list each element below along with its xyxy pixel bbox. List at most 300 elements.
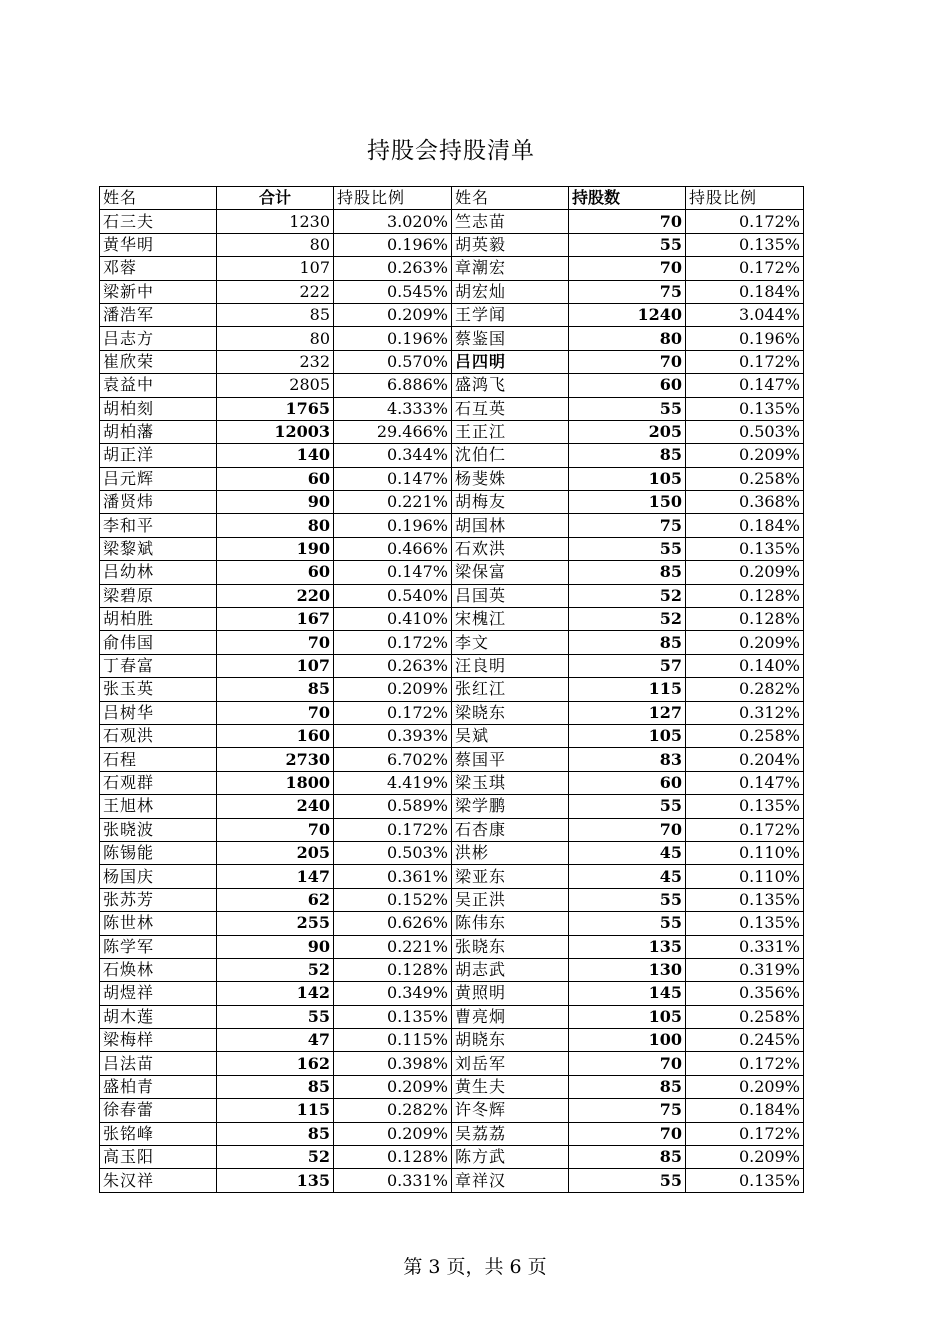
table-row [100,374,804,397]
total-cell: 107 [217,654,334,677]
header-row [100,187,804,210]
shares-cell: 85 [569,444,686,467]
name-cell-right: 曹亮炯 [452,1005,569,1028]
total-cell: 190 [217,537,334,560]
name-cell-left: 吕法苗 [100,1052,217,1075]
name-cell-right: 刘岳军 [452,1052,569,1075]
name-cell-right: 宋槐江 [452,608,569,631]
name-cell-left: 高玉阳 [100,1146,217,1169]
shares-cell: 105 [569,467,686,490]
ratio-cell-left: 0.589% [334,795,452,818]
name-cell-right: 张晓东 [452,935,569,958]
shares-cell: 70 [569,257,686,280]
total-cell: 85 [217,1122,334,1145]
table-row [100,1122,804,1145]
name-cell-right: 胡晓东 [452,1029,569,1052]
name-cell-left: 李和平 [100,514,217,537]
total-cell: 80 [217,514,334,537]
name-cell-left: 陈学军 [100,935,217,958]
ratio-cell-left: 0.172% [334,818,452,841]
table-row [100,818,804,841]
ratio-cell-left: 0.626% [334,912,452,935]
shares-cell: 1240 [569,303,686,326]
shares-cell: 105 [569,724,686,747]
ratio-cell-left: 0.152% [334,888,452,911]
ratio-cell-right: 0.147% [686,771,804,794]
table-row [100,912,804,935]
ratio-cell-left: 0.128% [334,958,452,981]
shares-cell: 70 [569,818,686,841]
name-cell-left: 丁春富 [100,654,217,677]
ratio-cell-left: 0.196% [334,233,452,256]
ratio-cell-left: 0.503% [334,841,452,864]
table-row [100,958,804,981]
name-cell-left: 胡柏胜 [100,608,217,631]
total-cell: 162 [217,1052,334,1075]
table-row [100,561,804,584]
name-cell-right: 洪彬 [452,841,569,864]
table-row [100,210,804,233]
table-body [100,210,804,1192]
ratio-cell-left: 0.196% [334,514,452,537]
name-cell-right: 黄生夫 [452,1075,569,1098]
total-cell: 2805 [217,374,334,397]
name-cell-right: 石欢洪 [452,537,569,560]
shares-cell: 52 [569,584,686,607]
ratio-cell-left: 0.466% [334,537,452,560]
ratio-cell-left: 0.263% [334,654,452,677]
ratio-cell-left: 0.172% [334,701,452,724]
name-cell-left: 盛柏青 [100,1075,217,1098]
page-title: 持股会持股清单 [367,138,535,164]
shares-cell: 70 [569,350,686,373]
name-cell-left: 胡柏藩 [100,420,217,443]
header-ratio-1: 持股比例 [334,187,452,210]
ratio-cell-right: 0.172% [686,1122,804,1145]
name-cell-left: 黄华明 [100,233,217,256]
total-cell: 107 [217,257,334,280]
ratio-cell-left: 0.147% [334,561,452,584]
name-cell-right: 盛鸿飞 [452,374,569,397]
total-cell: 255 [217,912,334,935]
total-cell: 160 [217,724,334,747]
name-cell-left: 吕树华 [100,701,217,724]
ratio-cell-left: 0.540% [334,584,452,607]
header-total: 合计 [217,187,334,210]
name-cell-left: 胡柏刻 [100,397,217,420]
name-cell-right: 竺志苗 [452,210,569,233]
shares-cell: 105 [569,1005,686,1028]
table-row [100,1099,804,1122]
name-cell-right: 胡梅友 [452,491,569,514]
name-cell-right: 张红江 [452,678,569,701]
ratio-cell-right: 0.147% [686,374,804,397]
ratio-cell-left: 0.349% [334,982,452,1005]
ratio-cell-left: 0.221% [334,491,452,514]
name-cell-right: 胡宏灿 [452,280,569,303]
ratio-cell-right: 0.258% [686,467,804,490]
name-cell-left: 王旭林 [100,795,217,818]
shares-cell: 135 [569,935,686,958]
name-cell-left: 袁益中 [100,374,217,397]
ratio-cell-left: 0.263% [334,257,452,280]
ratio-cell-left: 0.331% [334,1169,452,1192]
ratio-cell-left: 0.172% [334,631,452,654]
shares-cell: 115 [569,678,686,701]
table-row [100,678,804,701]
table-row [100,841,804,864]
name-cell-right: 汪良明 [452,654,569,677]
table-row [100,608,804,631]
name-cell-left: 杨国庆 [100,865,217,888]
name-cell-left: 朱汉祥 [100,1169,217,1192]
page-footer: 第 3 页，共 6 页 [403,1256,547,1278]
ratio-cell-left: 0.410% [334,608,452,631]
ratio-cell-left: 0.196% [334,327,452,350]
ratio-cell-left: 0.115% [334,1029,452,1052]
total-cell: 147 [217,865,334,888]
total-cell: 222 [217,280,334,303]
name-cell-left: 俞伟国 [100,631,217,654]
shares-cell: 85 [569,1146,686,1169]
ratio-cell-right: 0.209% [686,444,804,467]
header-name-2: 姓名 [452,187,569,210]
ratio-cell-right: 0.503% [686,420,804,443]
total-cell: 240 [217,795,334,818]
table-row [100,865,804,888]
name-cell-left: 梁黎斌 [100,537,217,560]
ratio-cell-right: 0.172% [686,350,804,373]
shares-cell: 45 [569,841,686,864]
ratio-cell-right: 0.135% [686,537,804,560]
ratio-cell-right: 0.110% [686,865,804,888]
name-cell-left: 石观洪 [100,724,217,747]
ratio-cell-left: 0.282% [334,1099,452,1122]
total-cell: 80 [217,233,334,256]
ratio-cell-right: 0.184% [686,1099,804,1122]
name-cell-left: 胡煜祥 [100,982,217,1005]
table-row [100,537,804,560]
table-row [100,514,804,537]
ratio-cell-right: 3.044% [686,303,804,326]
shares-cell: 55 [569,233,686,256]
ratio-cell-right: 0.140% [686,654,804,677]
shares-cell: 57 [569,654,686,677]
ratio-cell-right: 0.135% [686,397,804,420]
shares-cell: 85 [569,1075,686,1098]
ratio-cell-right: 0.196% [686,327,804,350]
total-cell: 12003 [217,420,334,443]
shares-cell: 70 [569,210,686,233]
ratio-cell-right: 0.128% [686,584,804,607]
name-cell-right: 章祥汉 [452,1169,569,1192]
total-cell: 115 [217,1099,334,1122]
ratio-cell-left: 6.886% [334,374,452,397]
total-cell: 90 [217,491,334,514]
ratio-cell-right: 0.172% [686,257,804,280]
name-cell-left: 吕幼林 [100,561,217,584]
ratio-cell-left: 0.128% [334,1146,452,1169]
total-cell: 52 [217,1146,334,1169]
ratio-cell-right: 0.319% [686,958,804,981]
ratio-cell-right: 0.135% [686,888,804,911]
ratio-cell-right: 0.135% [686,1169,804,1192]
ratio-cell-right: 0.245% [686,1029,804,1052]
name-cell-right: 李文 [452,631,569,654]
shares-cell: 85 [569,631,686,654]
ratio-cell-left: 0.209% [334,1075,452,1098]
name-cell-right: 蔡国平 [452,748,569,771]
ratio-cell-left: 4.419% [334,771,452,794]
name-cell-left: 胡木莲 [100,1005,217,1028]
table-row [100,724,804,747]
ratio-cell-right: 0.368% [686,491,804,514]
table-row [100,467,804,490]
shares-cell: 83 [569,748,686,771]
ratio-cell-left: 0.344% [334,444,452,467]
shares-cell: 80 [569,327,686,350]
ratio-cell-left: 0.361% [334,865,452,888]
ratio-cell-left: 6.702% [334,748,452,771]
table-row [100,654,804,677]
shares-cell: 55 [569,397,686,420]
shares-cell: 55 [569,912,686,935]
name-cell-right: 沈伯仁 [452,444,569,467]
table-row [100,982,804,1005]
total-cell: 80 [217,327,334,350]
name-cell-right: 蔡鉴国 [452,327,569,350]
total-cell: 85 [217,678,334,701]
ratio-cell-left: 0.398% [334,1052,452,1075]
table-row [100,771,804,794]
name-cell-left: 陈世林 [100,912,217,935]
ratio-cell-right: 0.282% [686,678,804,701]
shares-cell: 150 [569,491,686,514]
shares-cell: 55 [569,537,686,560]
name-cell-left: 张苏芳 [100,888,217,911]
ratio-cell-right: 0.331% [686,935,804,958]
ratio-cell-right: 0.209% [686,1075,804,1098]
ratio-cell-right: 0.184% [686,514,804,537]
shares-cell: 75 [569,1099,686,1122]
ratio-cell-left: 0.570% [334,350,452,373]
ratio-cell-right: 0.110% [686,841,804,864]
name-cell-left: 潘贤炜 [100,491,217,514]
total-cell: 232 [217,350,334,373]
shares-cell: 85 [569,561,686,584]
ratio-cell-left: 0.221% [334,935,452,958]
name-cell-left: 梁碧原 [100,584,217,607]
shares-cell: 205 [569,420,686,443]
ratio-cell-right: 0.135% [686,795,804,818]
total-cell: 2730 [217,748,334,771]
shares-cell: 75 [569,514,686,537]
shares-cell: 70 [569,1122,686,1145]
total-cell: 90 [217,935,334,958]
table-row [100,397,804,420]
table-row [100,233,804,256]
table-row [100,631,804,654]
name-cell-left: 梁梅样 [100,1029,217,1052]
shares-cell: 55 [569,795,686,818]
name-cell-right: 胡国林 [452,514,569,537]
total-cell: 55 [217,1005,334,1028]
ratio-cell-right: 0.184% [686,280,804,303]
name-cell-right: 胡志武 [452,958,569,981]
total-cell: 1765 [217,397,334,420]
header-shares: 持股数 [569,187,686,210]
table-row [100,1146,804,1169]
name-cell-right: 梁玉琪 [452,771,569,794]
total-cell: 70 [217,701,334,724]
table-row [100,350,804,373]
table-row [100,1029,804,1052]
table-row [100,1169,804,1192]
name-cell-right: 章潮宏 [452,257,569,280]
name-cell-left: 吕元辉 [100,467,217,490]
ratio-cell-left: 3.020% [334,210,452,233]
ratio-cell-right: 0.128% [686,608,804,631]
name-cell-right: 吕四明 [452,350,569,373]
shares-cell: 55 [569,888,686,911]
total-cell: 52 [217,958,334,981]
name-cell-right: 胡英毅 [452,233,569,256]
total-cell: 47 [217,1029,334,1052]
name-cell-right: 吴荔荔 [452,1122,569,1145]
total-cell: 220 [217,584,334,607]
name-cell-right: 吕国英 [452,584,569,607]
name-cell-left: 梁新中 [100,280,217,303]
ratio-cell-left: 4.333% [334,397,452,420]
name-cell-left: 石焕林 [100,958,217,981]
ratio-cell-left: 0.209% [334,303,452,326]
ratio-cell-right: 0.258% [686,1005,804,1028]
total-cell: 60 [217,561,334,584]
ratio-cell-right: 0.135% [686,912,804,935]
ratio-cell-right: 0.172% [686,1052,804,1075]
name-cell-right: 梁亚东 [452,865,569,888]
name-cell-left: 石三夫 [100,210,217,233]
shares-cell: 52 [569,608,686,631]
ratio-cell-left: 0.135% [334,1005,452,1028]
shares-cell: 55 [569,1169,686,1192]
name-cell-left: 胡正洋 [100,444,217,467]
shares-cell: 45 [569,865,686,888]
name-cell-right: 陈方武 [452,1146,569,1169]
table-row [100,1052,804,1075]
shares-cell: 145 [569,982,686,1005]
ratio-cell-right: 0.209% [686,1146,804,1169]
table-row [100,491,804,514]
table-row [100,327,804,350]
table-row [100,444,804,467]
total-cell: 62 [217,888,334,911]
table-row [100,280,804,303]
total-cell: 1230 [217,210,334,233]
ratio-cell-right: 0.209% [686,561,804,584]
name-cell-right: 王正江 [452,420,569,443]
name-cell-right: 许冬辉 [452,1099,569,1122]
ratio-cell-left: 0.209% [334,1122,452,1145]
name-cell-right: 梁晓东 [452,701,569,724]
name-cell-right: 梁学鹏 [452,795,569,818]
table-row [100,257,804,280]
name-cell-left: 陈锡能 [100,841,217,864]
name-cell-right: 石杏康 [452,818,569,841]
shares-cell: 70 [569,1052,686,1075]
total-cell: 1800 [217,771,334,794]
ratio-cell-left: 0.147% [334,467,452,490]
name-cell-left: 石程 [100,748,217,771]
name-cell-left: 潘浩军 [100,303,217,326]
shares-cell: 127 [569,701,686,724]
header-name-1: 姓名 [100,187,217,210]
total-cell: 142 [217,982,334,1005]
name-cell-right: 杨斐姝 [452,467,569,490]
name-cell-right: 吴正洪 [452,888,569,911]
shares-cell: 60 [569,374,686,397]
name-cell-left: 张晓波 [100,818,217,841]
name-cell-left: 张玉英 [100,678,217,701]
name-cell-left: 张铭峰 [100,1122,217,1145]
ratio-cell-right: 0.172% [686,818,804,841]
ratio-cell-right: 0.204% [686,748,804,771]
shares-cell: 75 [569,280,686,303]
shares-cell: 100 [569,1029,686,1052]
name-cell-left: 石观群 [100,771,217,794]
name-cell-right: 石互英 [452,397,569,420]
table-row [100,303,804,326]
total-cell: 85 [217,1075,334,1098]
name-cell-left: 崔欣荣 [100,350,217,373]
table-row [100,420,804,443]
total-cell: 140 [217,444,334,467]
name-cell-left: 徐春蕾 [100,1099,217,1122]
total-cell: 60 [217,467,334,490]
ratio-cell-right: 0.312% [686,701,804,724]
name-cell-right: 吴斌 [452,724,569,747]
shares-cell: 130 [569,958,686,981]
table-row [100,1005,804,1028]
header-ratio-2: 持股比例 [686,187,804,210]
ratio-cell-right: 0.135% [686,233,804,256]
total-cell: 70 [217,818,334,841]
ratio-cell-right: 0.209% [686,631,804,654]
total-cell: 167 [217,608,334,631]
table-row [100,584,804,607]
shares-cell: 60 [569,771,686,794]
ratio-cell-right: 0.172% [686,210,804,233]
ratio-cell-left: 0.209% [334,678,452,701]
ratio-cell-left: 0.545% [334,280,452,303]
name-cell-right: 梁保富 [452,561,569,584]
name-cell-left: 吕志方 [100,327,217,350]
table-row [100,888,804,911]
ratio-cell-right: 0.258% [686,724,804,747]
table-row [100,795,804,818]
table-row [100,701,804,724]
name-cell-right: 王学闻 [452,303,569,326]
total-cell: 205 [217,841,334,864]
shareholding-table [99,186,804,1193]
ratio-cell-left: 0.393% [334,724,452,747]
name-cell-right: 陈伟东 [452,912,569,935]
table-row [100,1075,804,1098]
ratio-cell-left: 29.466% [334,420,452,443]
total-cell: 135 [217,1169,334,1192]
ratio-cell-right: 0.356% [686,982,804,1005]
table-row [100,748,804,771]
